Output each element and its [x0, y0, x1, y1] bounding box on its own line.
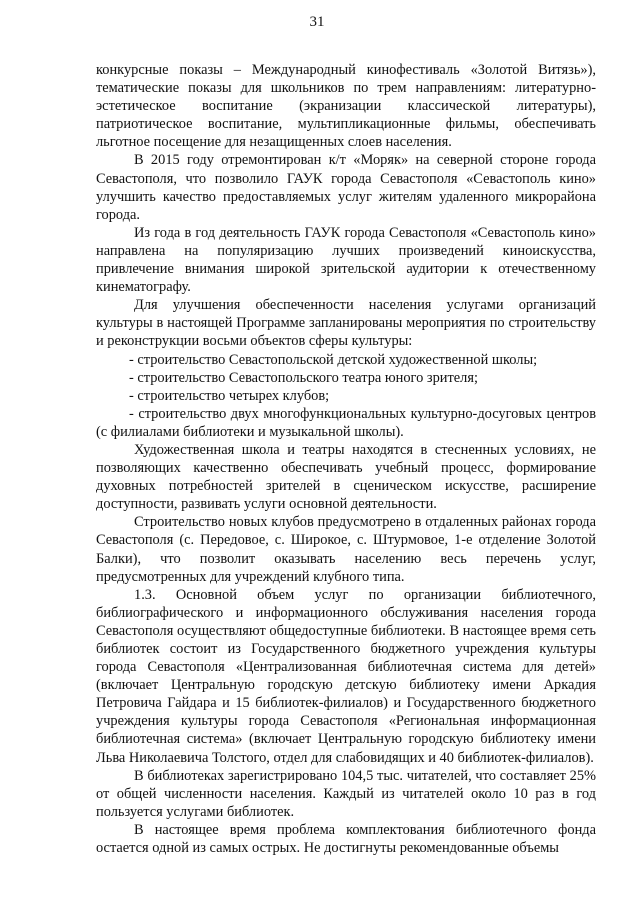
paragraph-festival-continued: конкурсные показы – Международный кинофестиваль «Золотой Витязь»), тематические показы для школьников по трем направлениям: литературно-эстетическое воспитание (экранизации классической литературы), патриотическое воспитание, мультипликационные фильмы, обеспечивать льготное посещение для незащищенных слоев населения. [96, 62, 596, 151]
paragraph-moryak-cinema: В 2015 году отремонтирован к/т «Моряк» на северной стороне города Севастополя, что позволило ГАУК города Севастополя «Севастополь кино» улучшить качество предоставляемых услуг жителям удаленного микрорайона города. [96, 152, 596, 223]
paragraph-new-clubs: Строительство новых клубов предусмотрено в отдаленных районах города Севастополя (с. Передовое, с. Широкое, с. Штурмовое, 1-е отделение Золотой Балки), что позволит оказывать населению весь перечень услуг, предусмотренных для учреждений клубного типа. [96, 514, 596, 585]
body-text [96, 61, 596, 857]
paragraph-sevastopol-kino: Из года в год деятельность ГАУК города Севастополя «Севастополь кино» направлена на популяризацию лучших произведений киноискусства, привлечение внимания широкой зрительской аудитории к отечественному кинематографу. [96, 224, 596, 296]
paragraph-readers-stats: В библиотеках зарегистрировано 104,5 тыс. читателей, что составляет 25% от общей численности населения. Каждый из читателей около 10 раз в год пользуется услугами библиотек. [96, 767, 596, 820]
list-item-leisure-centers: - строительство двух многофункциональных культурно-досуговых центров (с филиалами библиотеки и музыкальной школы). [96, 405, 596, 440]
paragraph-cramped-conditions: Художественная школа и театры находятся в стесненных условиях, не позволяющих качественно обеспечивать учебный процесс, формирование духовных потребностей зрителей в сценическом искусстве, расширение доступности, развивать услуги основной деятельности. [96, 441, 596, 513]
paragraph-libraries-section: 1.3. Основной объем услуг по организации библиотечного, библиографического и информационного обслуживания населения города Севастополя осуществляют общедоступные библиотеки. В настоящее время сеть библиотек состоит из Государственного бюджетного учреждения культуры города Севастополя «Централизованная библиотечная система для детей» (включает Центральную городскую детскую библиотеку имени Аркадия Петровича Гайдара и 15 библиотек-филиалов) и Государственного бюджетного учреждения культуры города Севастополя «Региональная информационная библиотечная система» (включает Центральную городскую библиотеку имени Льва Николаевича Толстого, отдел для слабовидящих и 40 библиотек-филиалов). [96, 586, 596, 766]
paragraph-library-fund: В настоящее время проблема комплектования библиотечного фонда остается одной из самых острых. Не достигнуты рекомендованные объемы [96, 821, 596, 857]
list-item-art-school: - строительство Севастопольской детской художественной школы; [129, 351, 538, 368]
paragraph-culture-program: Для улучшения обеспеченности населения услугами организаций культуры в настоящей Программе запланированы мероприятия по строительству и реконструкции восьми объектов сферы культуры: [96, 297, 596, 350]
list-item-youth-theatre: - строительство Севастопольского театра юного зрителя; [129, 369, 478, 386]
page-number: 31 [309, 14, 325, 30]
list-item-four-clubs: - строительство четырех клубов; [129, 387, 330, 404]
